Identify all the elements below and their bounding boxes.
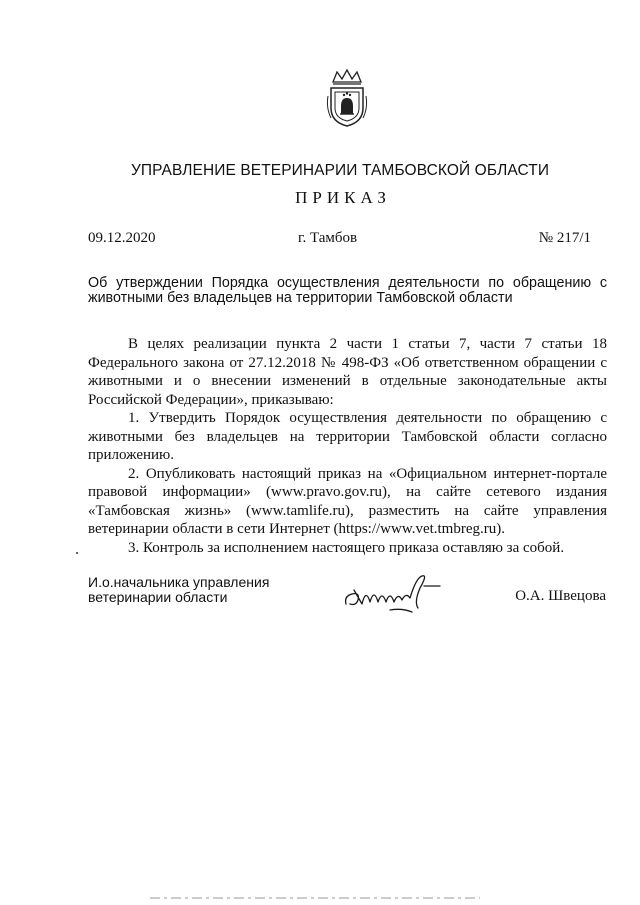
- body-item-2: 2. Опубликовать настоящий приказ на «Официальном интернет-портале правовой информации» (www.pravo.gov.ru), на сайте сетевого издания «Тамбовская жизнь» (www.tamlife.ru), разместить на сайте управления ветеринарии области в сети Интернет (https://www.vet.tmbreg.ru).: [88, 465, 607, 537]
- signer-position-line-1: И.о.начальника управления: [88, 574, 270, 590]
- document-type-title: ПРИКАЗ: [295, 188, 391, 207]
- document-number: № 217/1: [538, 230, 591, 246]
- signer-position-line-2: ветеринарии области: [88, 589, 228, 605]
- document-date: 09.12.2020: [88, 230, 156, 246]
- scan-dot-mark: [76, 552, 78, 554]
- document-meta-row: [88, 230, 591, 248]
- tambov-coat-of-arms-icon: [325, 68, 369, 128]
- handwritten-signature-icon: [340, 568, 450, 616]
- body-item-1: 1. Утвердить Порядок осуществления деятельности по обращению с животными без владельцев на территории Тамбовской области согласно приложению.: [88, 410, 607, 463]
- signer-name: О.А. Швецова: [515, 588, 606, 604]
- scan-edge-artifact: [150, 895, 480, 901]
- document-subject: Об утверждении Порядка осуществления деятельности по обращению с животными без владельцев на территории Тамбовской области: [88, 275, 607, 306]
- document-body: [88, 335, 607, 557]
- body-item-3: 3. Контроль за исполнением настоящего приказа оставляю за собой.: [128, 539, 565, 556]
- document-city: г. Тамбов: [298, 230, 358, 246]
- signer-position: [88, 575, 308, 605]
- organization-title: УПРАВЛЕНИЕ ВЕТЕРИНАРИИ ТАМБОВСКОЙ ОБЛАСТИ: [130, 162, 550, 179]
- body-preamble: В целях реализации пункта 2 части 1 статьи 7, части 7 статьи 18 Федерального закона от 27.12.2018 № 498-ФЗ «Об ответственном обращении с животными и о внесении изменений в отдельные законодательные акты Российской Федерации», приказываю:: [88, 336, 607, 408]
